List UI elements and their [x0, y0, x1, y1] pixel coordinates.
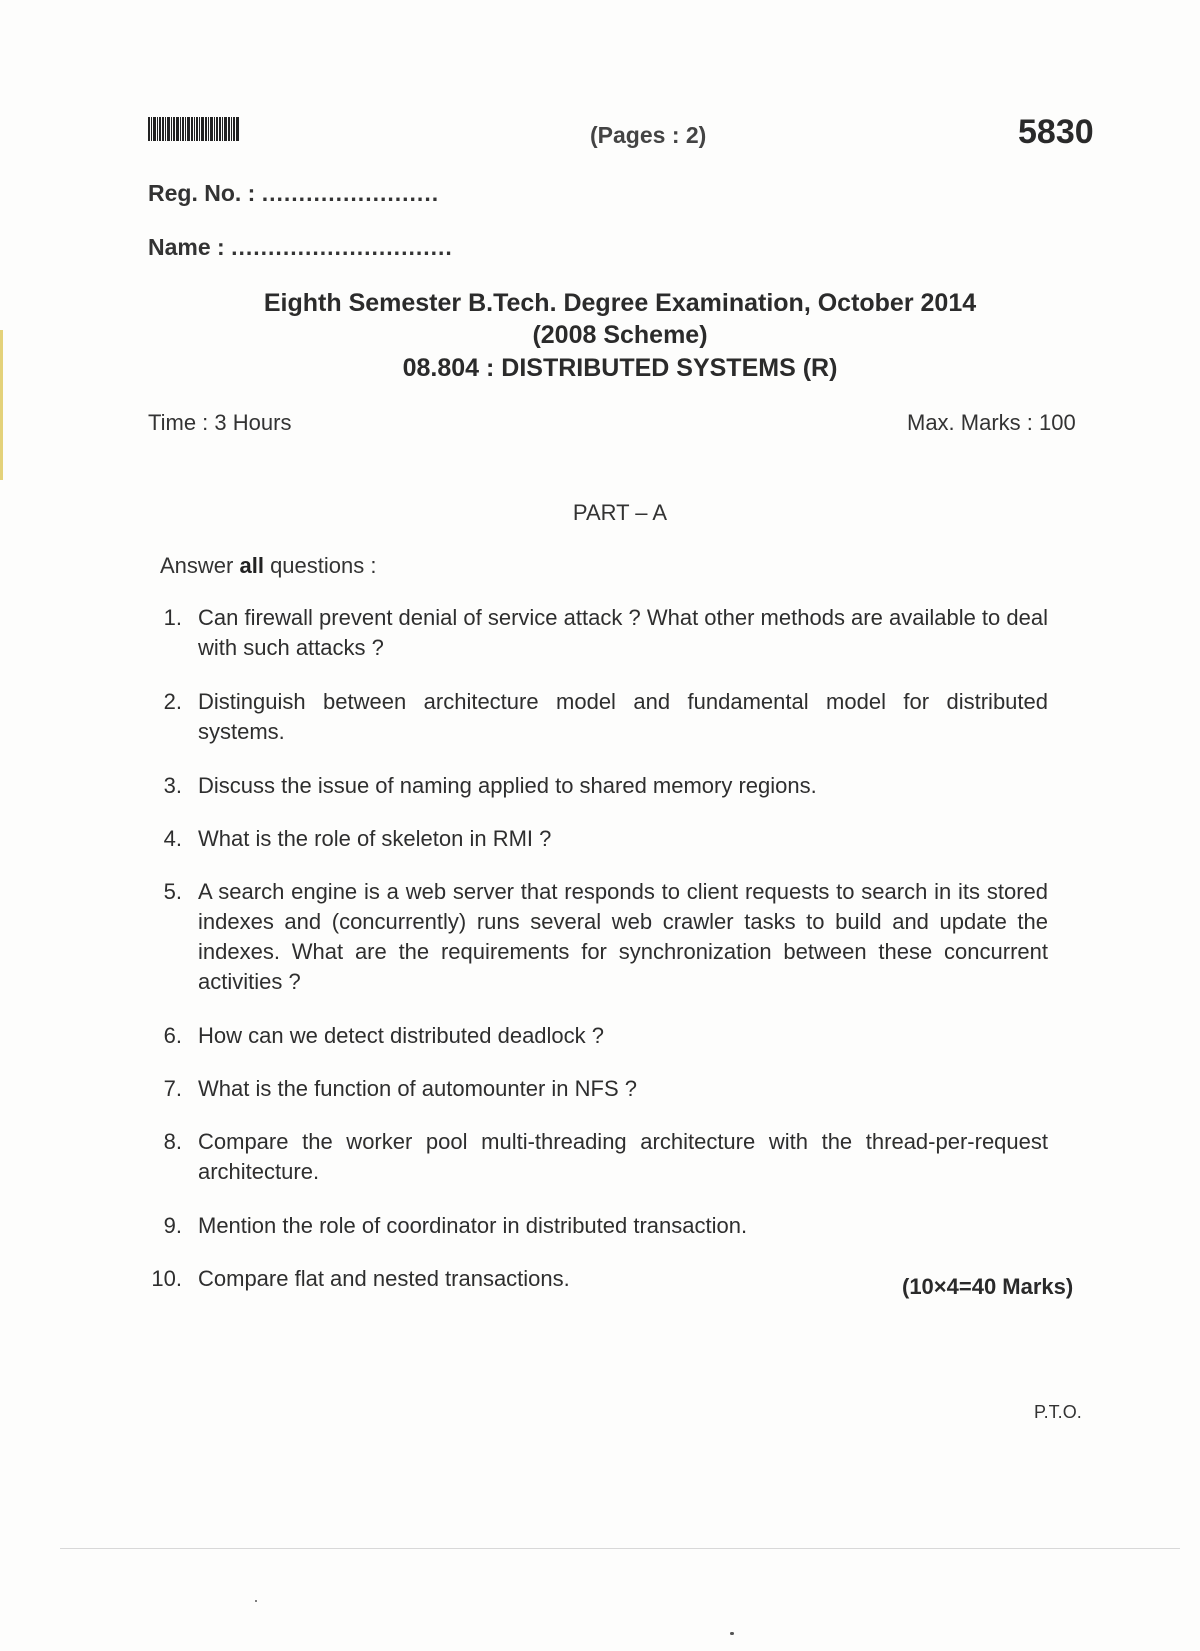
exam-subject: 08.804 : DISTRIBUTED SYSTEMS (R)	[402, 354, 838, 382]
please-turn-over: P.T.O.	[1034, 1402, 1082, 1422]
part-heading: PART – A	[572, 500, 668, 525]
reg-no-field	[148, 180, 439, 207]
instruction-bold: all	[239, 553, 264, 578]
scan-speck	[255, 1600, 257, 1602]
reg-no-dots: ........................	[261, 180, 440, 206]
question-text: Distinguish between architecture model and fundamental model for distributed systems.	[198, 689, 1048, 744]
max-marks: Max. Marks : 100	[907, 410, 1076, 435]
question-text: What is the role of skeleton in RMI ?	[198, 826, 552, 851]
question-number: 2.	[163, 689, 182, 714]
question-number: 5.	[163, 879, 182, 904]
question-number: 6.	[163, 1023, 182, 1048]
question-number: 1.	[163, 605, 182, 630]
question-text: How can we detect distributed deadlock ?	[198, 1023, 605, 1048]
question-number: 9.	[163, 1213, 182, 1238]
question-number: 8.	[163, 1129, 182, 1154]
question-text: Compare the worker pool multi-threading architecture with the thread-per-request architecture.	[198, 1129, 1048, 1184]
exam-title: Eighth Semester B.Tech. Degree Examination, October 2014	[263, 289, 977, 317]
scan-speck	[730, 1632, 734, 1635]
question-number: 7.	[163, 1076, 182, 1101]
reg-no-label: Reg. No. :	[148, 180, 256, 206]
instruction-before: Answer	[160, 553, 240, 578]
edge-mark	[0, 330, 3, 480]
bottom-rule	[60, 1548, 1180, 1549]
question-number: 4.	[163, 826, 182, 851]
marks-allotment: (10×4=40 Marks)	[902, 1274, 1074, 1299]
barcode	[148, 117, 240, 141]
name-label: Name :	[148, 234, 225, 260]
page-count: (Pages : 2)	[590, 122, 707, 148]
question-text: What is the function of automounter in NFS ?	[198, 1076, 638, 1101]
question-number: 10.	[151, 1266, 182, 1291]
question-text: A search engine is a web server that responds to client requests to search in its stored indexes and (concurrently) runs several web crawler tasks to build and update the indexes. What are the requirements for synchronization between these concurrent activities ?	[198, 879, 1048, 994]
name-dots: ..............................	[231, 234, 453, 260]
paper-code: 5830	[1018, 113, 1094, 151]
question-text: Compare flat and nested transactions.	[198, 1266, 570, 1291]
exam-time: Time : 3 Hours	[148, 410, 292, 435]
question-number: 3.	[163, 773, 182, 798]
instruction-after: questions :	[263, 553, 377, 578]
exam-scheme: (2008 Scheme)	[532, 321, 708, 349]
instruction	[160, 553, 376, 579]
name-field	[148, 234, 453, 261]
question-text: Can firewall prevent denial of service attack ? What other methods are available to deal with such attacks ?	[198, 605, 1048, 660]
question-text: Discuss the issue of naming applied to shared memory regions.	[198, 773, 817, 798]
question-text: Mention the role of coordinator in distributed transaction.	[198, 1213, 748, 1238]
